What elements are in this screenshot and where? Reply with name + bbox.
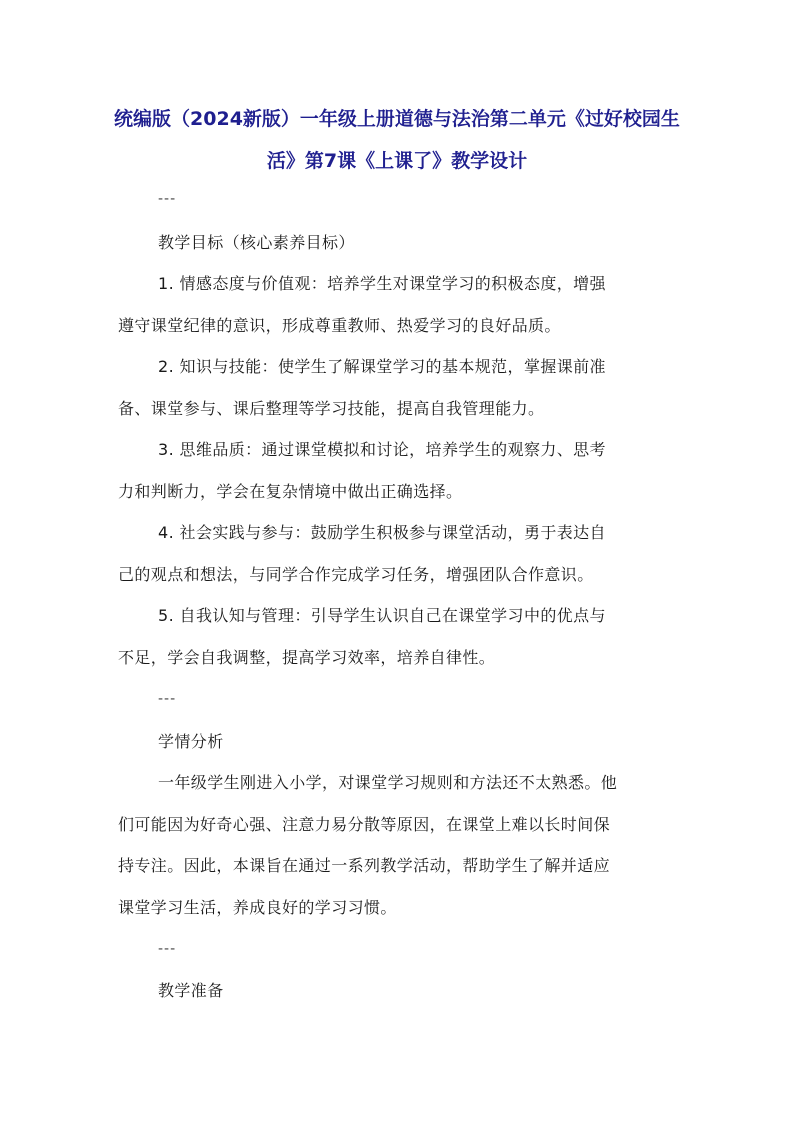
document-title — [110, 98, 684, 182]
objective-1-line-1: 1. 情感态度与价值观：培养学生对课堂学习的积极态度，增强 — [158, 274, 606, 293]
objective-4-line-1: 4. 社会实践与参与：鼓励学生积极参与课堂活动，勇于表达自 — [158, 523, 606, 542]
objective-1-line-2: 遵守课堂纪律的意识，形成尊重教师、热爱学习的良好品质。 — [118, 316, 561, 335]
analysis-heading: 学情分析 — [158, 732, 224, 751]
objective-2-line-1: 2. 知识与技能：使学生了解课堂学习的基本规范，掌握课前准 — [158, 357, 606, 376]
objective-2-line-2: 备、课堂参与、课后整理等学习技能，提高自我管理能力。 — [118, 399, 545, 418]
title-line-2: 活》第7课《上课了》教学设计 — [266, 150, 528, 172]
objective-4-line-2: 己的观点和想法，与同学合作完成学习任务，增强团队合作意识。 — [118, 565, 594, 584]
objective-5-line-2: 不足，学会自我调整，提高学习效率，培养自律性。 — [118, 648, 496, 667]
separator: --- — [158, 691, 177, 707]
analysis-line-4: 课堂学习生活，养成良好的学习习惯。 — [118, 898, 397, 917]
preparation-heading: 教学准备 — [158, 981, 224, 1000]
objective-3-line-1: 3. 思维品质：通过课堂模拟和讨论，培养学生的观察力、思考 — [158, 440, 606, 459]
analysis-line-3: 持专注。因此，本课旨在通过一系列教学活动，帮助学生了解并适应 — [118, 856, 611, 875]
analysis-line-2: 们可能因为好奇心强、注意力易分散等原因，在课堂上难以长时间保 — [118, 815, 611, 834]
title-line-1: 统编版（2024新版）一年级上册道德与法治第二单元《过好校园生 — [114, 108, 680, 130]
objective-5-line-1: 5. 自我认知与管理：引导学生认识自己在课堂学习中的优点与 — [158, 606, 606, 625]
objectives-heading: 教学目标（核心素养目标） — [158, 233, 355, 252]
objective-3-line-2: 力和判断力，学会在复杂情境中做出正确选择。 — [118, 482, 463, 501]
separator: --- — [158, 941, 177, 957]
separator: --- — [158, 191, 177, 207]
analysis-line-1: 一年级学生刚进入小学，对课堂学习规则和方法还不太熟悉。他 — [158, 773, 618, 792]
